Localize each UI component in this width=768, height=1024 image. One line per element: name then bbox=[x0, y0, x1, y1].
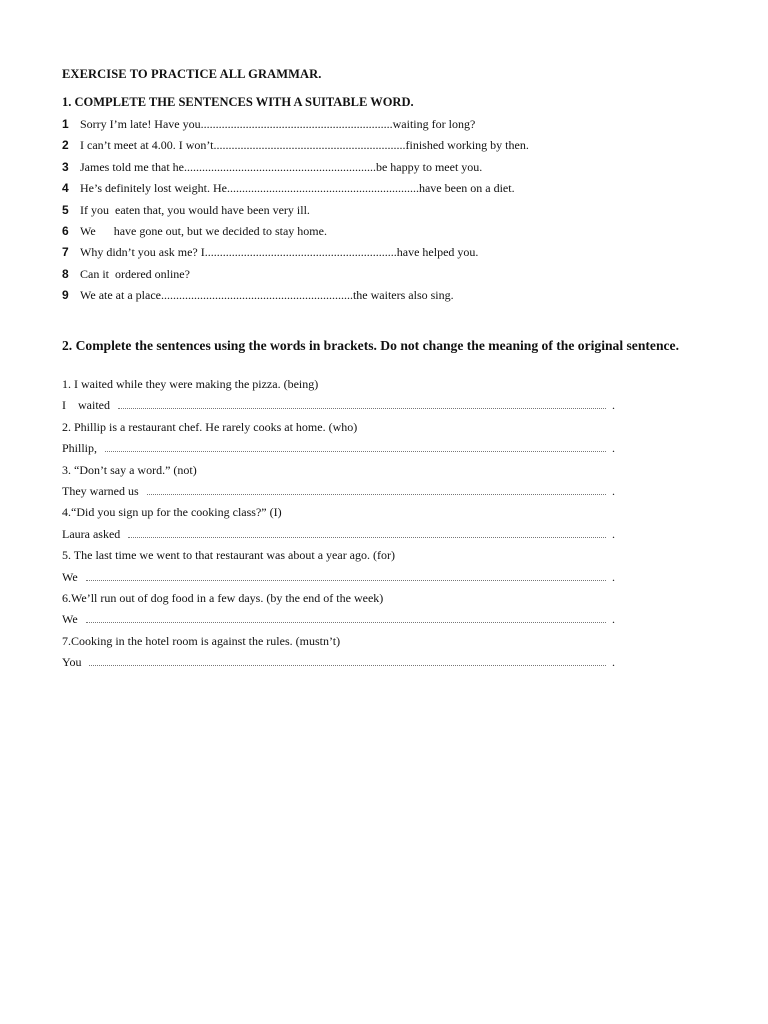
rewrite-prompt: 2. Phillip is a restaurant chef. He rarely cooks at home. (who) bbox=[62, 419, 358, 434]
answer-blank[interactable] bbox=[86, 571, 606, 581]
rewrite-prompt: 5. The last time we went to that restaurant was about a year ago. (for) bbox=[62, 548, 395, 563]
rewrite-answer-line bbox=[62, 654, 622, 675]
item-number: 7 bbox=[62, 245, 69, 260]
item-number: 9 bbox=[62, 288, 69, 303]
rewrite-answer-line bbox=[62, 397, 622, 418]
rewrite-prompt: 4.“Did you sign up for the cooking class?” (I) bbox=[62, 505, 282, 520]
item-sentence: Sorry I’m late! Have you................................................................waiting for long? bbox=[80, 117, 476, 131]
answer-lead-words: They warned us bbox=[62, 483, 139, 498]
answer-lead-words: We bbox=[62, 569, 78, 584]
exercise-item bbox=[62, 180, 722, 201]
answer-end-period: . bbox=[612, 483, 615, 498]
answer-blank[interactable] bbox=[128, 528, 606, 538]
exercise-item bbox=[62, 287, 722, 308]
item-sentence: If you eaten that, you would have been very ill. bbox=[80, 202, 310, 217]
exercise-item bbox=[62, 137, 722, 158]
answer-blank[interactable] bbox=[89, 656, 606, 666]
exercise-item bbox=[62, 202, 722, 223]
item-number: 5 bbox=[62, 202, 69, 217]
answer-end-period: . bbox=[612, 526, 615, 541]
answer-lead-words: Laura asked bbox=[62, 526, 121, 541]
answer-blank[interactable] bbox=[147, 485, 606, 495]
item-sentence: Can it ordered online? bbox=[80, 266, 190, 281]
rewrite-prompt: 1. I waited while they were making the pizza. (being) bbox=[62, 377, 319, 391]
section2-list bbox=[62, 376, 622, 675]
answer-lead-words: I waited bbox=[62, 398, 110, 413]
section1-heading: 1. COMPLETE THE SENTENCES WITH A SUITABLE WORD. bbox=[62, 95, 414, 109]
exercise-item bbox=[62, 223, 722, 244]
rewrite-prompt: 3. “Don’t say a word.” (not) bbox=[62, 462, 197, 477]
item-number: 6 bbox=[62, 223, 69, 238]
answer-end-period: . bbox=[612, 398, 615, 413]
item-sentence: We have gone out, but we decided to stay home. bbox=[80, 223, 327, 238]
item-sentence: Why didn’t you ask me? I................................................................have helped you. bbox=[80, 245, 479, 260]
item-number: 1 bbox=[62, 117, 69, 131]
answer-lead-words: We bbox=[62, 612, 78, 627]
rewrite-prompt: 6.We’ll run out of dog food in a few days. (by the end of the week) bbox=[62, 590, 384, 605]
item-number: 3 bbox=[62, 159, 69, 174]
item-sentence: I can’t meet at 4.00. I won’t................................................................finished working by then. bbox=[80, 138, 529, 153]
answer-lead-words: You bbox=[62, 655, 82, 670]
exercise-item bbox=[62, 266, 722, 287]
rewrite-answer-line bbox=[62, 483, 622, 504]
item-sentence: He’s definitely lost weight. He................................................................have been on a diet. bbox=[80, 181, 515, 196]
answer-blank[interactable] bbox=[105, 442, 606, 452]
rewrite-prompt: 7.Cooking in the hotel room is against the rules. (mustn’t) bbox=[62, 633, 341, 648]
section1-list bbox=[62, 116, 722, 309]
exercise-item bbox=[62, 159, 722, 180]
rewrite-answer-line bbox=[62, 611, 622, 632]
answer-end-period: . bbox=[612, 612, 615, 627]
section2-heading: 2. Complete the sentences using the words in brackets. Do not change the meaning of the original sentence. bbox=[62, 338, 679, 353]
answer-blank[interactable] bbox=[86, 613, 606, 623]
item-number: 8 bbox=[62, 266, 69, 281]
answer-blank[interactable] bbox=[118, 399, 606, 409]
exercise-item bbox=[62, 244, 722, 265]
answer-end-period: . bbox=[612, 441, 615, 456]
item-sentence: We ate at a place................................................................the waiters also sing. bbox=[80, 288, 454, 303]
rewrite-answer-line bbox=[62, 526, 622, 547]
rewrite-answer-line bbox=[62, 569, 622, 590]
exercise-item bbox=[62, 116, 722, 137]
worksheet-title: EXERCISE TO PRACTICE ALL GRAMMAR. bbox=[62, 67, 322, 81]
answer-lead-words: Phillip, bbox=[62, 441, 98, 456]
rewrite-answer-line bbox=[62, 440, 622, 461]
answer-end-period: . bbox=[612, 569, 615, 584]
item-sentence: James told me that he................................................................be happy to meet you. bbox=[80, 159, 483, 174]
item-number: 2 bbox=[62, 138, 69, 153]
answer-end-period: . bbox=[612, 655, 615, 670]
item-number: 4 bbox=[62, 181, 69, 196]
